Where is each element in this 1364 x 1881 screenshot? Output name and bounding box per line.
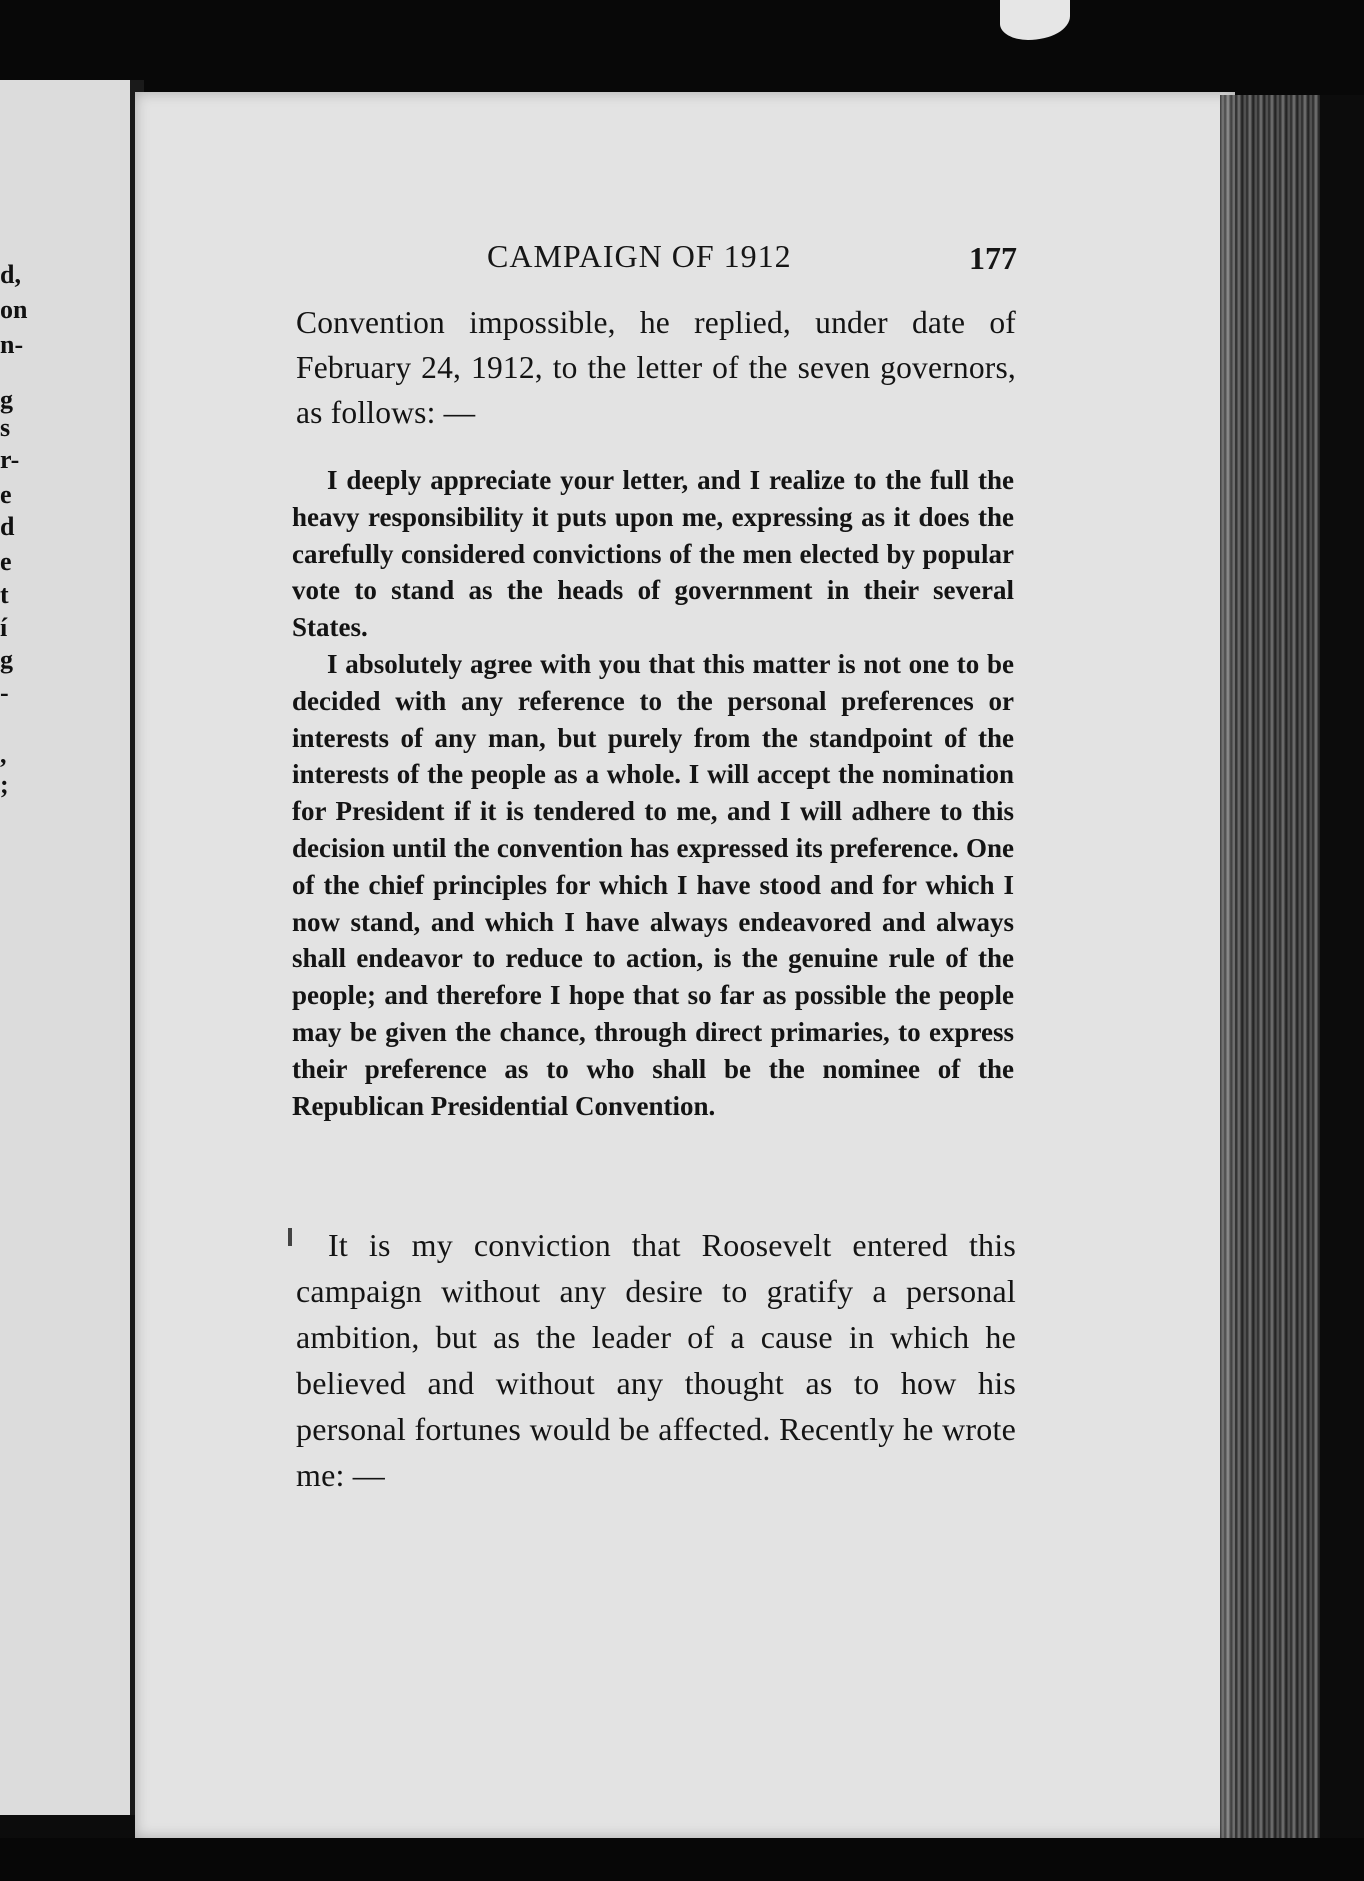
facing-page-edge <box>0 80 144 1815</box>
fragment-text: g <box>0 645 13 674</box>
fragment-text: s <box>0 413 11 442</box>
fragment-text: g <box>0 385 13 414</box>
closing-paragraph: It is my conviction that Roosevelt entered this campaign without any desire to gratify a personal ambition, but as the leader of a cause in which he believed and without any thought as to how his personal fortunes would be affected. Recently he wrote me: — <box>296 1227 1016 1493</box>
block-quote <box>292 462 1014 1124</box>
fragment-text: t <box>0 580 9 609</box>
quote-paragraph: I deeply appreciate your letter, and I realize to the full the heavy responsibility it puts upon me, expressing as it does the carefully considered convictions of the men elected by popular vote to stand as the heads of government in their several States. <box>292 465 1014 643</box>
fragment-text: n- <box>0 330 24 359</box>
fragment-text: d, <box>0 260 21 289</box>
fragment-text: r- <box>0 445 20 474</box>
fragment-text: - <box>0 678 9 707</box>
fragment-text: on <box>0 295 28 324</box>
quote-paragraph: I absolutely agree with you that this matter is not one to be decided with any reference to the personal preferences or interests of any man, but purely from the standpoint of the interests of the people as a whole. I will accept the nomination for President if it is tendered to me, and I will adhere to this decision until the convention has expressed its preference. One of the chief principles for which I have stood and for which I now stand, and which I have always endeavored and always shall endeavor to reduce to action, is the genuine rule of the people; and therefore I hope that so far as possible the people may be given the chance, through direct primaries, to express their preference as to who shall be the nominee of the Republican Presidential Convention. <box>292 648 1014 1121</box>
page-stack-edge <box>1220 95 1320 1840</box>
fragment-text: í <box>0 613 8 642</box>
intro-paragraph: Convention impossible, he replied, under date of February 24, 1912, to the letter of the seven governors, as follows: — <box>296 305 1016 430</box>
top-border <box>0 0 1364 95</box>
bottom-border <box>0 1838 1364 1881</box>
fragment-text: d <box>0 512 15 541</box>
running-title: CAMPAIGN OF 1912 <box>487 238 792 274</box>
fragment-text: e <box>0 480 12 509</box>
margin-mark <box>288 1228 292 1246</box>
page-number: 177 <box>969 240 1017 276</box>
fragment-text: ; <box>0 770 9 799</box>
fragment-text: , <box>0 740 7 769</box>
running-header <box>487 238 1017 282</box>
fragment-text: e <box>0 547 12 576</box>
